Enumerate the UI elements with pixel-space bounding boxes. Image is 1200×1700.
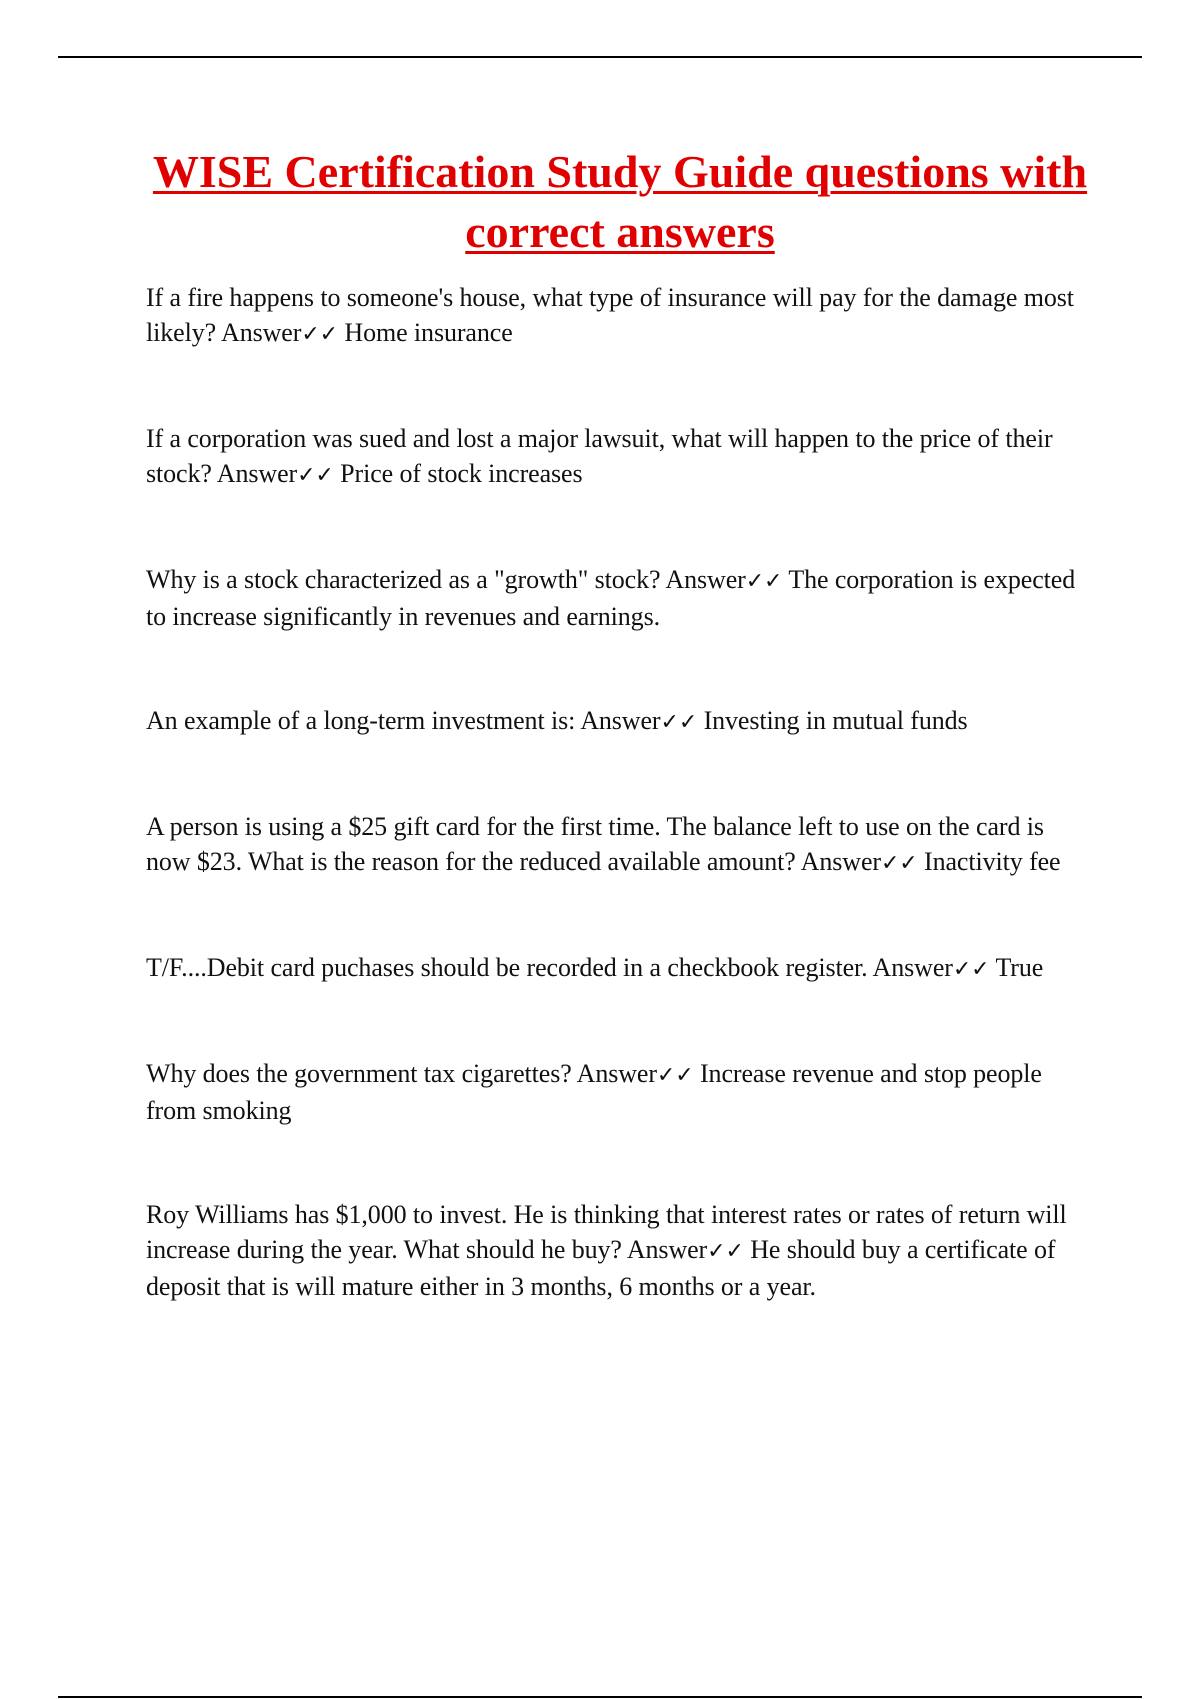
answer-text: Investing in mutual funds bbox=[703, 706, 968, 735]
answer-text: Increase revenue and stop people from smoking bbox=[146, 1059, 1042, 1125]
question-text: A person is using a $25 gift card for the first time. The balance left to use on the card is now $23. What is the reason for the reduced available amount? bbox=[146, 812, 1044, 876]
answer-label: Answer bbox=[580, 706, 661, 735]
question-text: T/F....Debit card puchases should be recorded in a checkbook register. bbox=[146, 953, 868, 982]
checkmark-icon: ✓✓ bbox=[656, 1063, 694, 1088]
answer-label: Answer bbox=[800, 847, 881, 876]
answer-text: True bbox=[995, 953, 1044, 982]
question-text: If a corporation was sued and lost a major lawsuit, what will happen to the price of their stock? bbox=[146, 424, 1053, 488]
document-title: WISE Certification Study Guide questions with correct answers bbox=[152, 146, 1088, 257]
checkmark-icon: ✓✓ bbox=[745, 569, 783, 594]
checkmark-icon: ✓✓ bbox=[301, 322, 338, 347]
qa-item bbox=[146, 1197, 1086, 1304]
answer-text: He should buy a certificate of deposit that is will mature either in 3 months, 6 months or a year. bbox=[146, 1235, 1056, 1301]
qa-item bbox=[146, 703, 1086, 740]
qa-item bbox=[146, 950, 1086, 987]
qa-item bbox=[146, 421, 1086, 493]
top-rule bbox=[58, 56, 1142, 58]
answer-label: Answer bbox=[221, 318, 302, 347]
answer-label: Answer bbox=[872, 953, 953, 982]
question-text: Why does the government tax cigarettes? bbox=[146, 1059, 572, 1088]
question-text: If a fire happens to someone's house, what type of insurance will pay for the damage most likely? bbox=[146, 283, 1074, 347]
qa-item bbox=[146, 280, 1086, 352]
answer-text: Price of stock increases bbox=[340, 459, 583, 488]
question-text: Why is a stock characterized as a "growth" stock? bbox=[146, 565, 661, 594]
answer-text: The corporation is expected to increase significantly in revenues and earnings. bbox=[146, 565, 1076, 631]
qa-item bbox=[146, 1056, 1086, 1128]
answer-label: Answer bbox=[576, 1059, 657, 1088]
bottom-rule bbox=[58, 1696, 1142, 1698]
answer-text: Inactivity fee bbox=[924, 847, 1061, 876]
qa-item bbox=[146, 562, 1086, 634]
checkmark-icon: ✓✓ bbox=[952, 957, 990, 982]
answer-label: Answer bbox=[665, 565, 746, 594]
checkmark-icon: ✓✓ bbox=[660, 710, 698, 735]
question-text: An example of a long-term investment is: bbox=[146, 706, 576, 735]
question-text: Roy Williams has $1,000 to invest. He is thinking that interest rates or rates of return will increase during the year. What should he buy? bbox=[146, 1200, 1067, 1264]
checkmark-icon: ✓✓ bbox=[707, 1239, 744, 1264]
answer-label: Answer bbox=[216, 459, 298, 488]
answer-text: Home insurance bbox=[344, 318, 513, 347]
checkmark-icon: ✓✓ bbox=[880, 851, 918, 876]
checkmark-icon: ✓✓ bbox=[297, 463, 334, 488]
qa-list bbox=[146, 280, 1086, 1304]
answer-label: Answer bbox=[626, 1235, 708, 1264]
qa-item bbox=[146, 809, 1086, 881]
